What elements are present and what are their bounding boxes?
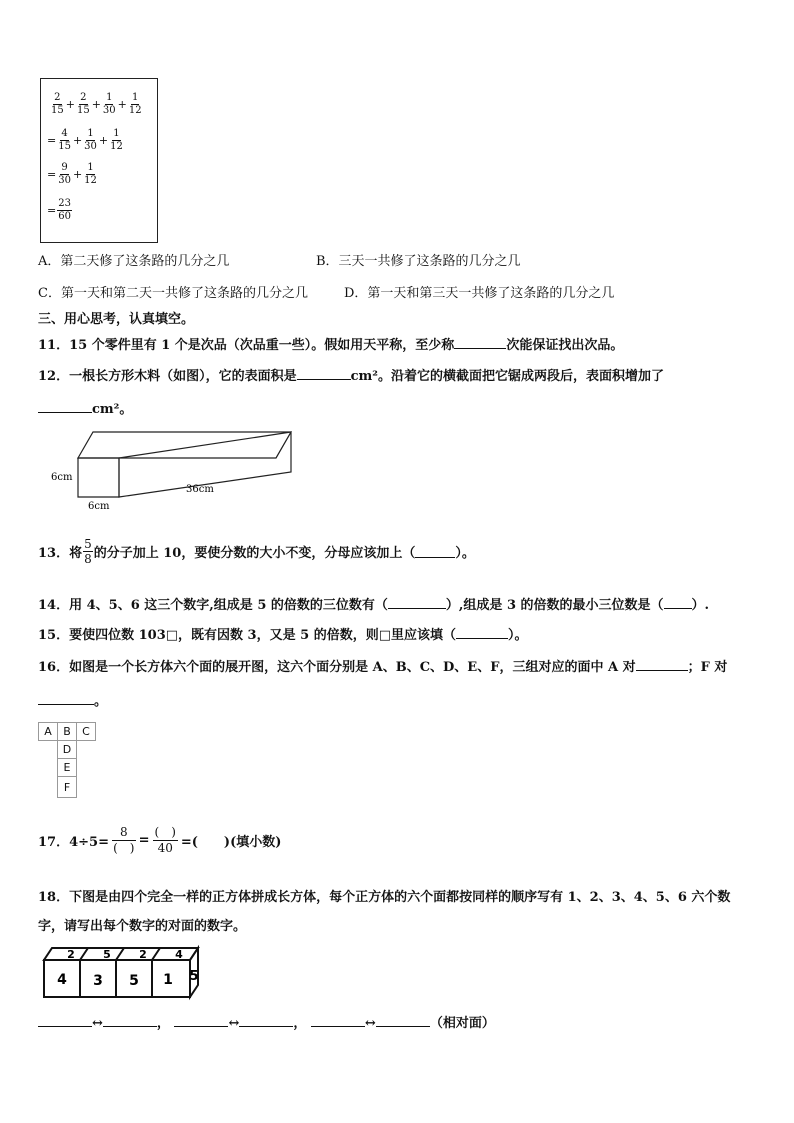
question-16-line2: 。 xyxy=(38,690,107,709)
fraction: $\frac{23}{60}$ xyxy=(58,198,71,222)
section-title: 三、用心思考，认真填空。 xyxy=(38,312,195,327)
width-label: 6cm xyxy=(88,501,110,512)
prism-figure xyxy=(40,425,310,515)
option-d: D．第一天和第三天一共修了这条路的几分之几 xyxy=(344,286,615,301)
answer-blank[interactable] xyxy=(38,1014,92,1027)
option-b: B．三天一共修了这条路的几分之几 xyxy=(316,254,521,269)
question-18-line2: 字，请写出每个数字的对面的数字。 xyxy=(38,919,247,934)
fraction: $\frac{2}{15}$ xyxy=(51,92,64,116)
fraction: $\frac{1}{30}$ xyxy=(102,92,116,116)
fraction: $\frac{1}{12}$ xyxy=(128,92,142,116)
fraction: $\frac{5}{8}$ xyxy=(84,537,92,566)
calc-row-2: = $\frac{4}{15}$ + $\frac{1}{30}$ + $\frac{1}{12}$ xyxy=(47,128,123,152)
fraction: $\frac{1}{12}$ xyxy=(110,128,123,152)
answer-blank[interactable] xyxy=(415,545,455,558)
answer-blank[interactable] xyxy=(297,367,351,380)
calc-row-1: $\frac{2}{15}$ + $\frac{2}{15}$ + $\frac{1}{30}$ + $\frac{1}{12}$ xyxy=(51,92,142,116)
fraction: $\frac{8}{( )}$ xyxy=(113,825,135,855)
calc-row-3: = $\frac{9}{30}$ + $\frac{1}{12}$ xyxy=(47,162,97,186)
option-c: C．第一天和第二天一共修了这条路的几分之几 xyxy=(38,286,308,301)
calculation-box xyxy=(40,78,158,243)
question-14: 14．用 4、5、6 这三个数字,组成是 5 的倍数的三位数有（ ）,组成是 3 的倍数的最小三位数是（ ）. xyxy=(38,598,710,613)
cube-front-4: 1 xyxy=(163,972,173,988)
cube-top-4: 4 xyxy=(175,948,183,961)
answer-blank[interactable] xyxy=(174,1014,228,1027)
answer-blank[interactable] xyxy=(38,400,92,413)
question-16: 16．如图是一个长方体六个面的展开图，这六个面分别是 A、B、C、D、E、F，三组对应的面中 A 对 ；F 对 xyxy=(38,660,728,675)
length-label: 36cm xyxy=(186,484,214,495)
answer-blank[interactable] xyxy=(456,626,508,639)
answer-blank[interactable] xyxy=(38,692,94,705)
question-17: 17．4÷5= $\frac{8}{( )}$ = $\frac{( )}{40}$ =( )(填小数) xyxy=(38,825,282,855)
cube-front-1: 4 xyxy=(57,972,67,988)
net-face-e: E xyxy=(58,759,77,777)
answer-blank[interactable] xyxy=(239,1014,293,1027)
question-13: 13．将 $\frac{5}{8}$ 的分子加上 10，要使分数的大小不变，分母应该加上（ ）。 xyxy=(38,537,475,566)
net-face-c: C xyxy=(77,723,96,741)
answer-blank[interactable] xyxy=(376,1014,430,1027)
fraction: $\frac{( )}{40}$ xyxy=(154,825,176,855)
cube-front-2: 3 xyxy=(93,973,103,989)
cube-side: 5 xyxy=(189,969,199,984)
answer-blank[interactable] xyxy=(388,596,446,609)
answer-blank[interactable] xyxy=(636,658,688,671)
answer-blank[interactable] xyxy=(311,1014,365,1027)
question-15: 15．要使四位数 103□，既有因数 3，又是 5 的倍数，则□里应该填（ ）。 xyxy=(38,628,528,643)
fraction: $\frac{9}{30}$ xyxy=(58,162,71,186)
question-18: 18．下图是由四个完全一样的正方体拼成长方体，每个正方体的六个面都按同样的顺序写有 1、2、3、4、5、6 六个数 xyxy=(38,890,731,905)
fraction: $\frac{1}{30}$ xyxy=(84,128,97,152)
net-face-d: D xyxy=(58,741,77,759)
cube-top-2: 5 xyxy=(103,948,111,961)
fraction: $\frac{2}{15}$ xyxy=(76,92,90,116)
answer-blank[interactable] xyxy=(664,596,692,609)
cube-front-3: 5 xyxy=(129,973,139,989)
cube-top-1: 2 xyxy=(67,948,75,961)
question-11: 11．15 个零件里有 1 个是次品（次品重一些）。假如用天平称，至少称 次能保证找出次品。 xyxy=(38,338,624,353)
answer-blank[interactable] xyxy=(454,336,506,349)
net-face-a: A xyxy=(39,723,58,741)
question-18-answers: ↔ ， ↔ ， ↔ （相对面） xyxy=(38,1012,495,1031)
cube-top-3: 2 xyxy=(139,948,147,961)
fraction: $\frac{1}{12}$ xyxy=(84,162,97,186)
calc-row-4: = $\frac{23}{60}$ xyxy=(47,198,71,222)
net-face-b: B xyxy=(58,723,77,741)
fraction: $\frac{4}{15}$ xyxy=(58,128,71,152)
question-12: 12．一根长方形木料（如图），它的表面积是 cm²。沿着它的横截面把它锯成两段后，表面积增加了 xyxy=(38,369,664,384)
question-12-line2: cm²。 xyxy=(38,398,132,417)
cuboid-net xyxy=(38,722,96,798)
height-label: 6cm xyxy=(51,472,73,483)
net-face-f: F xyxy=(58,777,77,798)
cubes-figure xyxy=(40,944,205,1004)
option-a: A．第二天修了这条路的几分之几 xyxy=(38,254,230,269)
answer-blank[interactable] xyxy=(103,1014,157,1027)
